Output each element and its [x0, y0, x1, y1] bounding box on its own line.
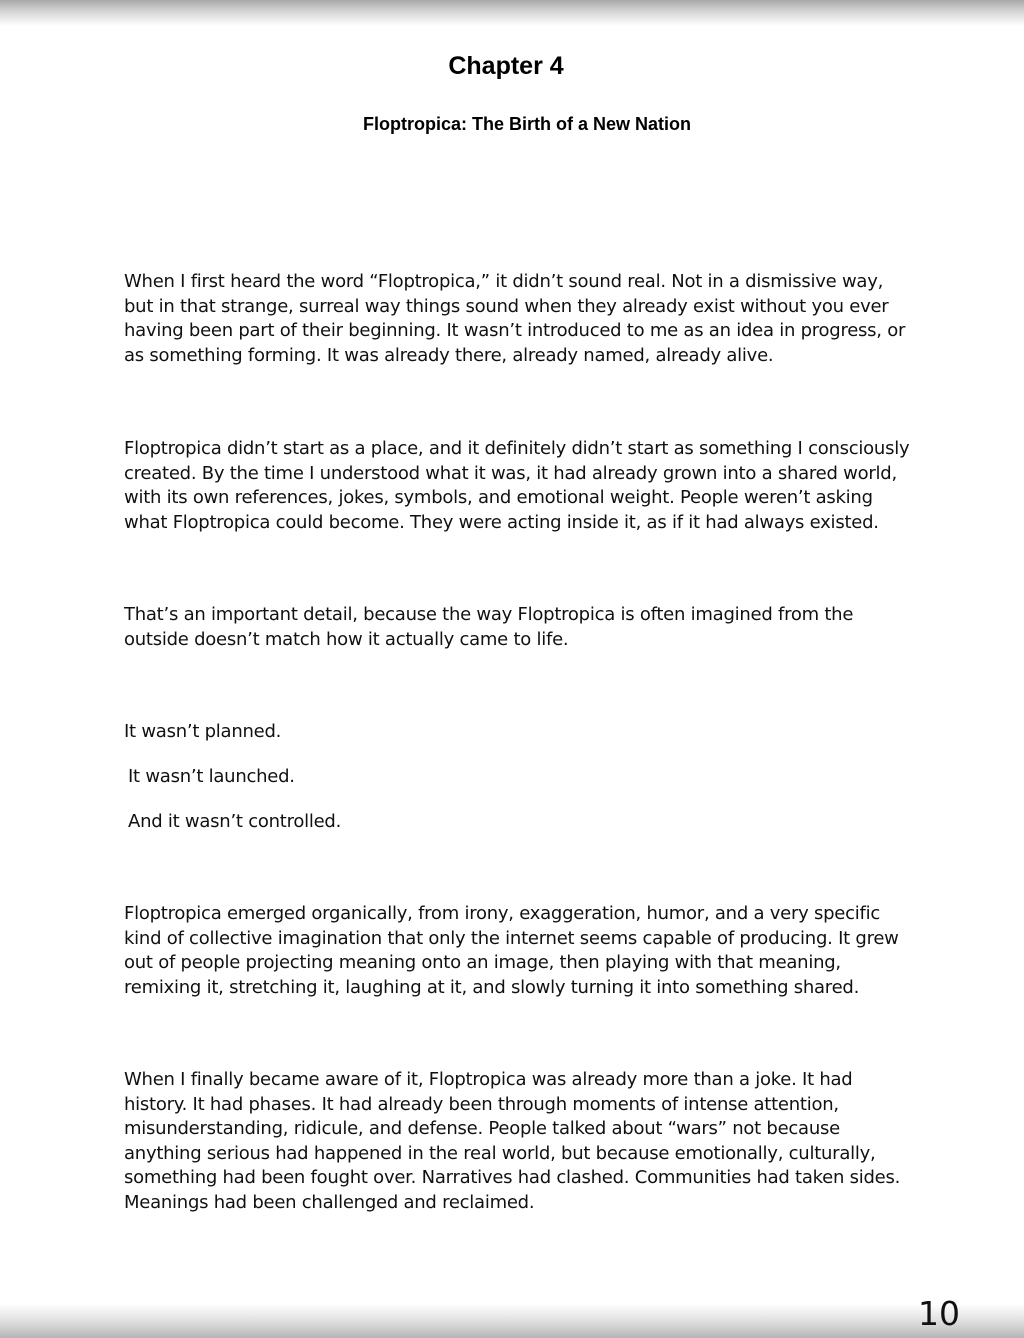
paragraph-2: Floptropica didn’t start as a place, and it definitely didn’t start as something I consciously created. By the time I understood what it was, it had already grown into a shared world, with its own references, jokes, symbols, and emotional weight. People weren’t asking what Floptropica could become. They were acting inside it, as if it had always existed. — [124, 438, 910, 533]
chapter-title: Chapter 4 — [448, 52, 564, 80]
page-number: 10 — [918, 1294, 960, 1333]
page-bottom-shadow — [0, 1304, 1024, 1338]
paragraph-5: When I finally became aware of it, Floptropica was already more than a joke. It had history. It had phases. It had already been through moments of intense attention, misunderstanding, ridicule, and defense. People talked about “wars” not because anything serious had happened in the real world, but because emotionally, culturally, something had been fought over. Narratives had clashed. Communities had taken sides. Meanings had been challenged and reclaimed. — [124, 1069, 901, 1213]
short-line-3: And it wasn’t controlled. — [128, 811, 342, 832]
short-line-2: It wasn’t launched. — [128, 766, 295, 787]
paragraph-3: That’s an important detail, because the way Floptropica is often imagined from the outside doesn’t match how it actually came to life. — [124, 604, 854, 650]
paragraph-1: When I first heard the word “Floptropica,” it didn’t sound real. Not in a dismissive way, but in that strange, surreal way things sound when they already exist without you ever having been part of their beginning. It wasn’t introduced to me as an idea in progress, or as something forming. It was already there, already named, already alive. — [124, 271, 906, 366]
paragraph-4: Floptropica emerged organically, from irony, exaggeration, humor, and a very specific kind of collective imagination that only the internet seems capable of producing. It grew out of people projecting meaning onto an image, then playing with that meaning, remixing it, stretching it, laughing at it, and slowly turning it into something shared. — [124, 903, 899, 998]
short-line-1: It wasn’t planned. — [124, 721, 282, 742]
chapter-subtitle: Floptropica: The Birth of a New Nation — [363, 114, 691, 134]
page-top-shadow — [0, 0, 1024, 26]
